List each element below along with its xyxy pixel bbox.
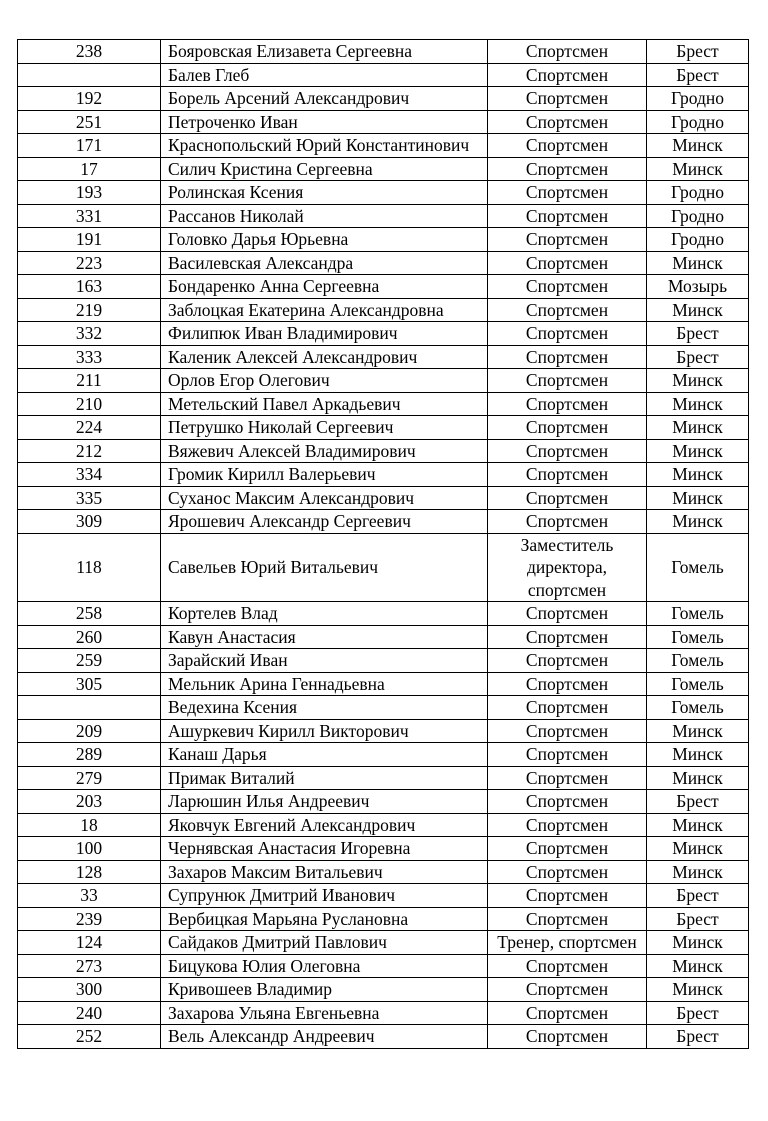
role-cell: Спортсмен — [488, 1025, 647, 1049]
role-cell: Спортсмен — [488, 87, 647, 111]
table-row — [18, 743, 749, 767]
role-cell: Спортсмен — [488, 1001, 647, 1025]
name-cell: Борель Арсений Александрович — [161, 87, 488, 111]
role-cell: Спортсмен — [488, 392, 647, 416]
role-cell: Спортсмен — [488, 766, 647, 790]
city-cell: Брест — [647, 322, 749, 346]
city-cell: Минск — [647, 931, 749, 955]
table-row — [18, 790, 749, 814]
number-cell: 273 — [18, 954, 161, 978]
role-cell: Спортсмен — [488, 719, 647, 743]
number-cell: 238 — [18, 40, 161, 64]
name-cell: Филипюк Иван Владимирович — [161, 322, 488, 346]
table-row — [18, 696, 749, 720]
name-cell: Балев Глеб — [161, 63, 488, 87]
number-cell: 191 — [18, 228, 161, 252]
number-cell: 17 — [18, 157, 161, 181]
city-cell: Минск — [647, 416, 749, 440]
city-cell: Брест — [647, 907, 749, 931]
table-row — [18, 439, 749, 463]
number-cell: 334 — [18, 463, 161, 487]
number-cell: 124 — [18, 931, 161, 955]
number-cell: 171 — [18, 134, 161, 158]
table-row — [18, 884, 749, 908]
city-cell: Брест — [647, 790, 749, 814]
table-row — [18, 87, 749, 111]
table-row — [18, 369, 749, 393]
table-row — [18, 228, 749, 252]
name-cell: Савельев Юрий Витальевич — [161, 533, 488, 602]
name-cell: Захарова Ульяна Евгеньевна — [161, 1001, 488, 1025]
role-cell: Спортсмен — [488, 134, 647, 158]
table-row — [18, 766, 749, 790]
table-row — [18, 251, 749, 275]
table-row — [18, 322, 749, 346]
table-row — [18, 510, 749, 534]
number-cell: 128 — [18, 860, 161, 884]
number-cell — [18, 696, 161, 720]
table-row — [18, 837, 749, 861]
role-cell: Спортсмен — [488, 110, 647, 134]
number-cell: 224 — [18, 416, 161, 440]
table-row — [18, 1025, 749, 1049]
number-cell: 219 — [18, 298, 161, 322]
number-cell: 333 — [18, 345, 161, 369]
number-cell: 252 — [18, 1025, 161, 1049]
number-cell: 305 — [18, 672, 161, 696]
city-cell: Минск — [647, 298, 749, 322]
city-cell: Гродно — [647, 181, 749, 205]
city-cell: Минск — [647, 463, 749, 487]
table-row — [18, 954, 749, 978]
city-cell: Минск — [647, 392, 749, 416]
name-cell: Ашуркевич Кирилл Викторович — [161, 719, 488, 743]
number-cell: 331 — [18, 204, 161, 228]
role-cell: Тренер, спортсмен — [488, 931, 647, 955]
name-cell: Вель Александр Андреевич — [161, 1025, 488, 1049]
table-row — [18, 298, 749, 322]
role-cell: Заместитель директора, спортсмен — [488, 533, 647, 602]
table-row — [18, 860, 749, 884]
number-cell — [18, 63, 161, 87]
table-row — [18, 40, 749, 64]
name-cell: Супрунюк Дмитрий Иванович — [161, 884, 488, 908]
city-cell: Минск — [647, 954, 749, 978]
name-cell: Краснопольский Юрий Константинович — [161, 134, 488, 158]
name-cell: Вяжевич Алексей Владимирович — [161, 439, 488, 463]
role-cell: Спортсмен — [488, 157, 647, 181]
role-cell: Спортсмен — [488, 345, 647, 369]
name-cell: Зарайский Иван — [161, 649, 488, 673]
city-cell: Минск — [647, 743, 749, 767]
number-cell: 192 — [18, 87, 161, 111]
name-cell: Головко Дарья Юрьевна — [161, 228, 488, 252]
table-row — [18, 649, 749, 673]
role-cell: Спортсмен — [488, 978, 647, 1002]
city-cell: Гродно — [647, 110, 749, 134]
city-cell: Минск — [647, 813, 749, 837]
city-cell: Минск — [647, 860, 749, 884]
name-cell: Мельник Арина Геннадьевна — [161, 672, 488, 696]
name-cell: Кавун Анастасия — [161, 625, 488, 649]
number-cell: 240 — [18, 1001, 161, 1025]
name-cell: Кривошеев Владимир — [161, 978, 488, 1002]
number-cell: 332 — [18, 322, 161, 346]
role-cell: Спортсмен — [488, 40, 647, 64]
city-cell: Гомель — [647, 672, 749, 696]
table-row — [18, 1001, 749, 1025]
role-cell: Спортсмен — [488, 602, 647, 626]
table-row — [18, 719, 749, 743]
number-cell: 260 — [18, 625, 161, 649]
city-cell: Гомель — [647, 696, 749, 720]
city-cell: Минск — [647, 251, 749, 275]
name-cell: Заблоцкая Екатерина Александровна — [161, 298, 488, 322]
role-cell: Спортсмен — [488, 369, 647, 393]
number-cell: 210 — [18, 392, 161, 416]
number-cell: 300 — [18, 978, 161, 1002]
table-row — [18, 63, 749, 87]
table-row — [18, 931, 749, 955]
city-cell: Минск — [647, 837, 749, 861]
name-cell: Бояровская Елизавета Сергеевна — [161, 40, 488, 64]
number-cell: 118 — [18, 533, 161, 602]
role-cell: Спортсмен — [488, 486, 647, 510]
table-row — [18, 345, 749, 369]
number-cell: 193 — [18, 181, 161, 205]
number-cell: 209 — [18, 719, 161, 743]
number-cell: 259 — [18, 649, 161, 673]
number-cell: 335 — [18, 486, 161, 510]
table-row — [18, 978, 749, 1002]
name-cell: Бондаренко Анна Сергеевна — [161, 275, 488, 299]
name-cell: Ларюшин Илья Андреевич — [161, 790, 488, 814]
role-cell: Спортсмен — [488, 181, 647, 205]
city-cell: Мозырь — [647, 275, 749, 299]
number-cell: 251 — [18, 110, 161, 134]
table-row — [18, 486, 749, 510]
name-cell: Рассанов Николай — [161, 204, 488, 228]
role-cell: Спортсмен — [488, 860, 647, 884]
number-cell: 163 — [18, 275, 161, 299]
role-cell: Спортсмен — [488, 416, 647, 440]
role-cell: Спортсмен — [488, 954, 647, 978]
city-cell: Брест — [647, 40, 749, 64]
city-cell: Минск — [647, 157, 749, 181]
table-row — [18, 392, 749, 416]
name-cell: Яковчук Евгений Александрович — [161, 813, 488, 837]
name-cell: Силич Кристина Сергеевна — [161, 157, 488, 181]
city-cell: Минск — [647, 439, 749, 463]
role-cell: Спортсмен — [488, 322, 647, 346]
table-row — [18, 204, 749, 228]
city-cell: Гродно — [647, 204, 749, 228]
name-cell: Чернявская Анастасия Игоревна — [161, 837, 488, 861]
city-cell: Минск — [647, 978, 749, 1002]
role-cell: Спортсмен — [488, 625, 647, 649]
name-cell: Вербицкая Марьяна Руслановна — [161, 907, 488, 931]
role-cell: Спортсмен — [488, 907, 647, 931]
role-cell: Спортсмен — [488, 649, 647, 673]
city-cell: Минск — [647, 486, 749, 510]
table-row — [18, 134, 749, 158]
name-cell: Бицукова Юлия Олеговна — [161, 954, 488, 978]
role-cell: Спортсмен — [488, 837, 647, 861]
participants-table-body — [18, 40, 749, 1049]
table-row — [18, 110, 749, 134]
table-row — [18, 416, 749, 440]
city-cell: Брест — [647, 345, 749, 369]
name-cell: Метельский Павел Аркадьевич — [161, 392, 488, 416]
role-cell: Спортсмен — [488, 743, 647, 767]
city-cell: Гомель — [647, 649, 749, 673]
name-cell: Громик Кирилл Валерьевич — [161, 463, 488, 487]
name-cell: Ролинская Ксения — [161, 181, 488, 205]
city-cell: Гомель — [647, 602, 749, 626]
city-cell: Брест — [647, 1025, 749, 1049]
city-cell: Минск — [647, 134, 749, 158]
number-cell: 309 — [18, 510, 161, 534]
role-cell: Спортсмен — [488, 204, 647, 228]
name-cell: Василевская Александра — [161, 251, 488, 275]
name-cell: Орлов Егор Олегович — [161, 369, 488, 393]
number-cell: 239 — [18, 907, 161, 931]
role-cell: Спортсмен — [488, 672, 647, 696]
table-row — [18, 672, 749, 696]
city-cell: Гродно — [647, 228, 749, 252]
name-cell: Канаш Дарья — [161, 743, 488, 767]
city-cell: Гродно — [647, 87, 749, 111]
role-cell: Спортсмен — [488, 790, 647, 814]
name-cell: Каленик Алексей Александрович — [161, 345, 488, 369]
role-cell: Спортсмен — [488, 439, 647, 463]
city-cell: Минск — [647, 510, 749, 534]
role-cell: Спортсмен — [488, 251, 647, 275]
role-cell: Спортсмен — [488, 298, 647, 322]
name-cell: Петрушко Николай Сергеевич — [161, 416, 488, 440]
name-cell: Сайдаков Дмитрий Павлович — [161, 931, 488, 955]
name-cell: Петроченко Иван — [161, 110, 488, 134]
table-row — [18, 602, 749, 626]
city-cell: Брест — [647, 1001, 749, 1025]
role-cell: Спортсмен — [488, 228, 647, 252]
city-cell: Брест — [647, 63, 749, 87]
table-row — [18, 181, 749, 205]
role-cell: Спортсмен — [488, 275, 647, 299]
table-row — [18, 625, 749, 649]
name-cell: Кортелев Влад — [161, 602, 488, 626]
role-cell: Спортсмен — [488, 813, 647, 837]
number-cell: 279 — [18, 766, 161, 790]
table-row — [18, 813, 749, 837]
number-cell: 100 — [18, 837, 161, 861]
number-cell: 211 — [18, 369, 161, 393]
name-cell: Захаров Максим Витальевич — [161, 860, 488, 884]
number-cell: 212 — [18, 439, 161, 463]
city-cell: Минск — [647, 369, 749, 393]
table-row — [18, 275, 749, 299]
name-cell: Ярошевич Александр Сергеевич — [161, 510, 488, 534]
role-cell: Спортсмен — [488, 696, 647, 720]
table-row — [18, 533, 749, 602]
city-cell: Гомель — [647, 533, 749, 602]
table-row — [18, 907, 749, 931]
name-cell: Ведехина Ксения — [161, 696, 488, 720]
role-cell: Спортсмен — [488, 510, 647, 534]
role-cell: Спортсмен — [488, 463, 647, 487]
number-cell: 258 — [18, 602, 161, 626]
table-row — [18, 157, 749, 181]
number-cell: 289 — [18, 743, 161, 767]
table-row — [18, 463, 749, 487]
name-cell: Суханос Максим Александрович — [161, 486, 488, 510]
participants-table — [17, 39, 749, 1049]
document-page — [17, 39, 748, 1049]
number-cell: 203 — [18, 790, 161, 814]
number-cell: 223 — [18, 251, 161, 275]
city-cell: Минск — [647, 719, 749, 743]
role-cell: Спортсмен — [488, 63, 647, 87]
city-cell: Брест — [647, 884, 749, 908]
number-cell: 18 — [18, 813, 161, 837]
name-cell: Примак Виталий — [161, 766, 488, 790]
city-cell: Гомель — [647, 625, 749, 649]
city-cell: Минск — [647, 766, 749, 790]
number-cell: 33 — [18, 884, 161, 908]
role-cell: Спортсмен — [488, 884, 647, 908]
